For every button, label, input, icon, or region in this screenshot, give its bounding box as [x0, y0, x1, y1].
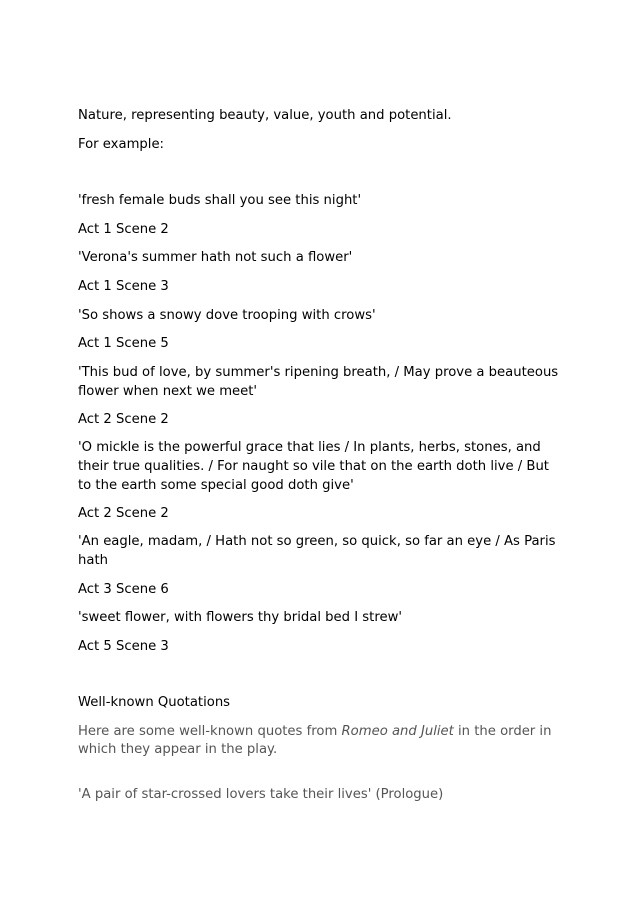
quote-text: 'So shows a snowy dove trooping with crows'	[78, 308, 376, 323]
quote-text: 'O mickle is the powerful grace that lies / In plants, herbs, stones, and	[78, 440, 541, 455]
well-known-intro-end: in the order in	[453, 724, 552, 739]
quote-reference: Act 2 Scene 2	[78, 506, 169, 521]
well-known-heading: Well-known Quotations	[78, 695, 231, 710]
quote-reference: Act 5 Scene 3	[78, 639, 169, 654]
quote-reference: Act 1 Scene 3	[78, 279, 169, 294]
quote-text-continued: hath	[78, 553, 108, 568]
quote-text: 'fresh female buds shall you see this night'	[78, 193, 362, 208]
play-title: Romeo and Juliet	[341, 724, 454, 739]
well-known-intro	[78, 722, 558, 742]
well-known-intro-start: Here are some well-known quotes from	[78, 724, 342, 739]
quote-reference: Act 1 Scene 2	[78, 222, 169, 237]
quote-text-continued: their true qualities. / For naught so vile that on the earth doth live / But	[78, 459, 549, 474]
quote-text-continued: to the earth some special good doth give'	[78, 478, 354, 493]
quote-text: 'This bud of love, by summer's ripening breath, / May prove a beauteous	[78, 365, 559, 380]
quote-text-continued: flower when next we meet'	[78, 384, 258, 399]
for-example-label: For example:	[78, 137, 165, 152]
quote-text: 'sweet flower, with flowers thy bridal bed I strew'	[78, 610, 402, 625]
quote-reference: Act 2 Scene 2	[78, 412, 169, 427]
quote-text: 'An eagle, madam, / Hath not so green, so quick, so far an eye / As Paris	[78, 534, 556, 549]
quote-reference: Act 3 Scene 6	[78, 582, 169, 597]
prologue-quote: 'A pair of star-crossed lovers take their lives' (Prologue)	[78, 787, 444, 802]
well-known-intro-continued: which they appear in the play.	[78, 742, 278, 757]
quote-text: 'Verona's summer hath not such a flower'	[78, 250, 353, 265]
quote-reference: Act 1 Scene 5	[78, 336, 169, 351]
section-heading: Nature, representing beauty, value, youth and potential.	[78, 108, 452, 123]
